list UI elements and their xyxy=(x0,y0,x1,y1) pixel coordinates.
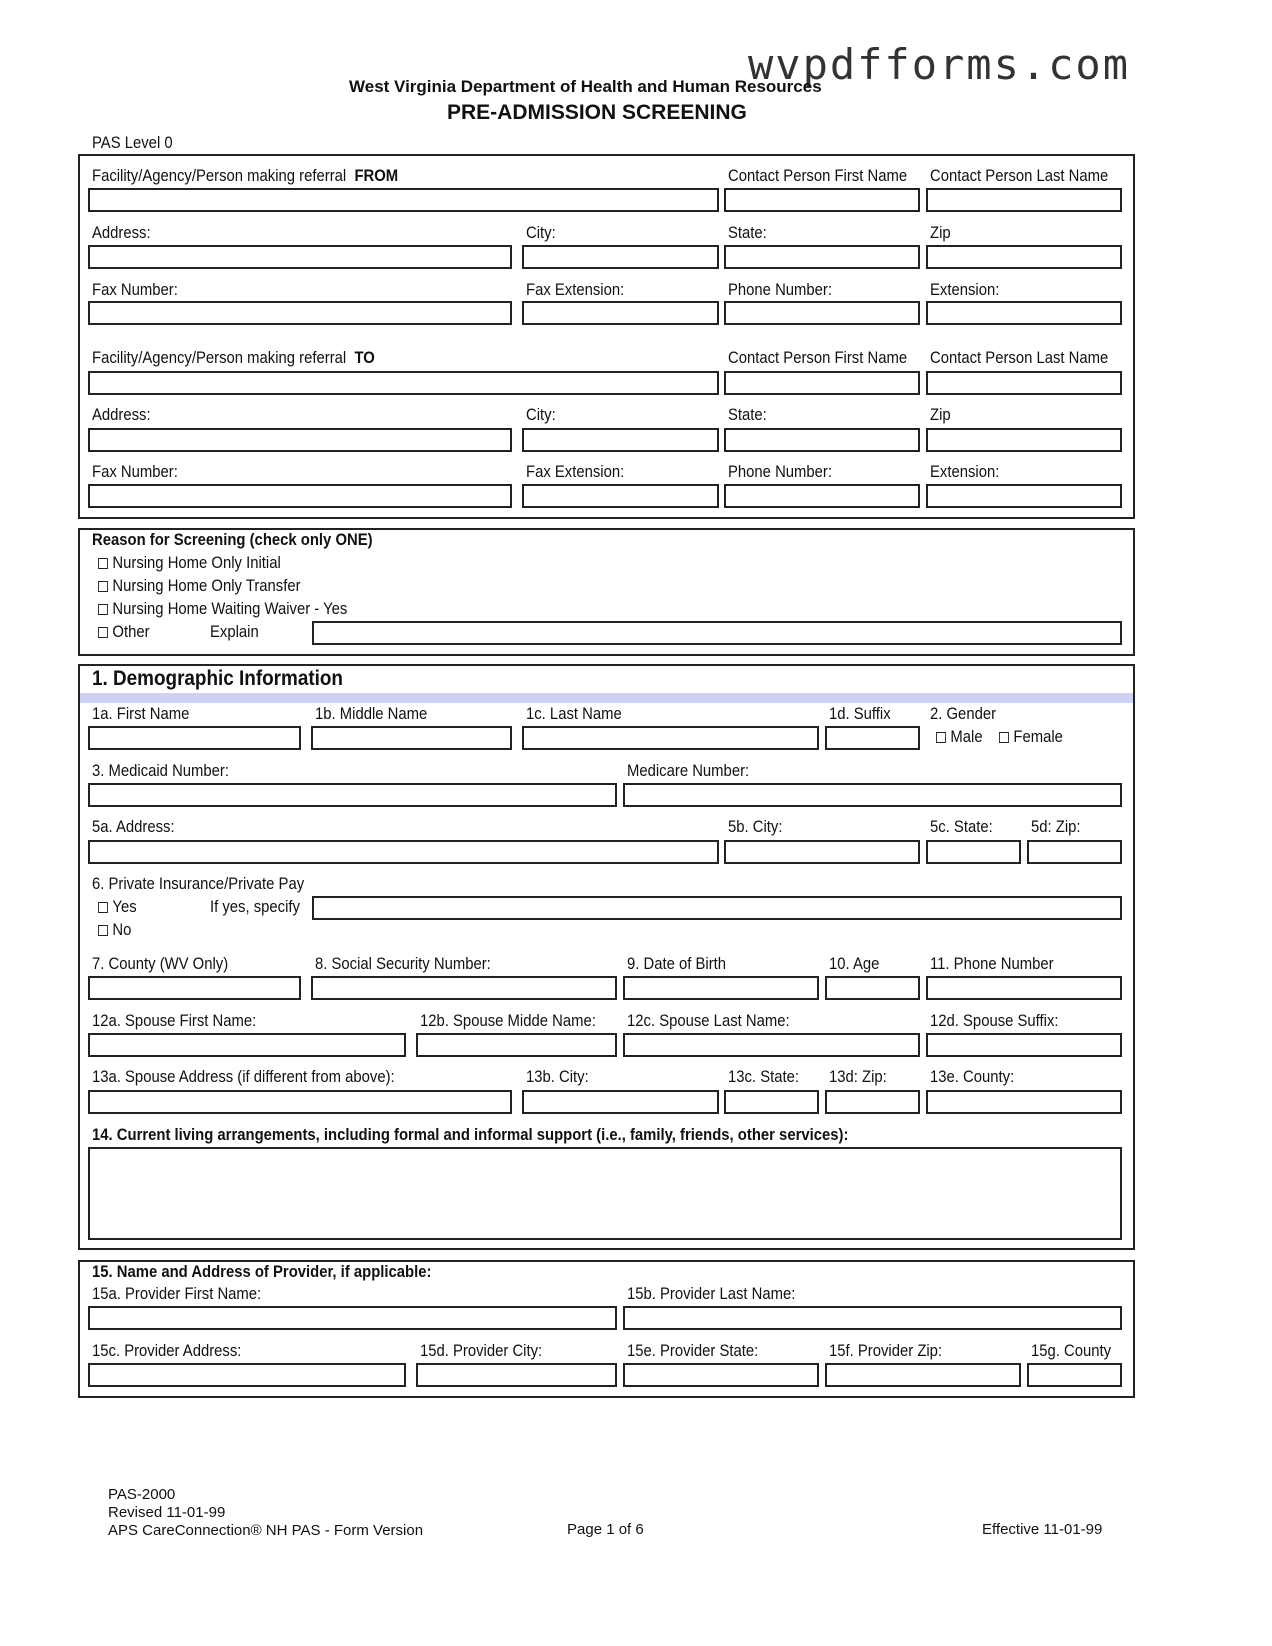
from-zip-label: Zip xyxy=(930,224,951,242)
middle-name-label: 1b. Middle Name xyxy=(315,705,428,723)
suffix-field[interactable] xyxy=(825,726,920,750)
reason-heading: Reason for Screening (check only ONE) xyxy=(92,531,373,549)
dob-field[interactable] xyxy=(623,976,819,1000)
from-contact-first-label: Contact Person First Name xyxy=(728,167,908,185)
to-phone-label: Phone Number: xyxy=(728,463,833,481)
from-ext-label: Extension: xyxy=(930,281,1000,299)
to-contact-last-field[interactable] xyxy=(926,371,1122,395)
referral-to-label: Facility/Agency/Person making referral TO xyxy=(92,349,375,367)
medicaid-label: 3. Medicaid Number: xyxy=(92,762,230,780)
from-fax-label: Fax Number: xyxy=(92,281,178,299)
age-field[interactable] xyxy=(825,976,920,1000)
checkbox-icon[interactable] xyxy=(98,581,108,592)
from-ext-field[interactable] xyxy=(926,301,1122,325)
checkbox-icon[interactable] xyxy=(98,902,108,913)
to-ext-label: Extension: xyxy=(930,463,1000,481)
provider-state-label: 15e. Provider State: xyxy=(627,1342,759,1360)
footer-effective: Effective 11-01-99 xyxy=(982,1521,1103,1538)
reason-option-initial[interactable]: Nursing Home Only Initial xyxy=(98,554,281,573)
reason-option-other[interactable]: Other xyxy=(98,623,150,642)
provider-county-label: 15g. County xyxy=(1031,1342,1112,1360)
spouse-address-label: 13a. Spouse Address (if different from above): xyxy=(92,1068,395,1086)
medicaid-field[interactable] xyxy=(88,783,617,807)
explain-label: Explain xyxy=(210,623,259,641)
spouse-suffix-label: 12d. Spouse Suffix: xyxy=(930,1012,1059,1030)
footer-page-number: Page 1 of 6 xyxy=(567,1521,644,1538)
provider-county-field[interactable] xyxy=(1027,1363,1122,1387)
middle-name-field[interactable] xyxy=(311,726,512,750)
medicare-label: Medicare Number: xyxy=(627,762,750,780)
to-facility-field[interactable] xyxy=(88,371,719,395)
suffix-label: 1d. Suffix xyxy=(829,705,891,723)
to-fax-field[interactable] xyxy=(88,484,512,508)
reason-option-waiver[interactable]: Nursing Home Waiting Waiver - Yes xyxy=(98,600,347,619)
first-name-label: 1a. First Name xyxy=(92,705,190,723)
ssn-label: 8. Social Security Number: xyxy=(315,955,491,973)
last-name-label: 1c. Last Name xyxy=(526,705,622,723)
from-city-field[interactable] xyxy=(522,245,719,269)
from-facility-field[interactable] xyxy=(88,188,719,212)
to-contact-first-label: Contact Person First Name xyxy=(728,349,908,367)
medicare-field[interactable] xyxy=(623,783,1122,807)
reason-option-transfer[interactable]: Nursing Home Only Transfer xyxy=(98,577,301,596)
footer-version: APS CareConnection® NH PAS - Form Version xyxy=(108,1522,424,1539)
spouse-address-field[interactable] xyxy=(88,1090,512,1114)
watermark: wvpdfforms.com xyxy=(748,40,1131,89)
to-zip-label: Zip xyxy=(930,406,951,424)
phone-field[interactable] xyxy=(926,976,1122,1000)
to-state-field[interactable] xyxy=(724,428,920,452)
to-fax-ext-field[interactable] xyxy=(522,484,719,508)
from-fax-ext-field[interactable] xyxy=(522,301,719,325)
county-field[interactable] xyxy=(88,976,301,1000)
checkbox-icon[interactable] xyxy=(98,558,108,569)
from-contact-first-field[interactable] xyxy=(724,188,920,212)
provider-first-field[interactable] xyxy=(88,1306,617,1330)
from-phone-label: Phone Number: xyxy=(728,281,833,299)
to-contact-first-field[interactable] xyxy=(724,371,920,395)
pas-level: PAS Level 0 xyxy=(92,134,173,152)
department-name: West Virginia Department of Health and Human Resources xyxy=(349,77,822,96)
spouse-county-field[interactable] xyxy=(926,1090,1122,1114)
to-contact-last-label: Contact Person Last Name xyxy=(930,349,1109,367)
checkbox-icon[interactable] xyxy=(999,732,1009,743)
page-title: PRE-ADMISSION SCREENING xyxy=(447,101,747,124)
city-label: 5b. City: xyxy=(728,818,783,836)
from-state-label: State: xyxy=(728,224,767,242)
checkbox-icon[interactable] xyxy=(936,732,946,743)
last-name-field[interactable] xyxy=(522,726,819,750)
from-contact-last-field[interactable] xyxy=(926,188,1122,212)
address-label: 5a. Address: xyxy=(92,818,175,836)
provider-last-label: 15b. Provider Last Name: xyxy=(627,1285,796,1303)
footer-revised: Revised 11-01-99 xyxy=(108,1504,226,1521)
spouse-zip-field[interactable] xyxy=(825,1090,920,1114)
zip-field[interactable] xyxy=(1027,840,1122,864)
spouse-last-label: 12c. Spouse Last Name: xyxy=(627,1012,790,1030)
gender-female-option[interactable]: Female xyxy=(999,728,1063,747)
provider-heading: 15. Name and Address of Provider, if applicable: xyxy=(92,1263,432,1281)
provider-address-label: 15c. Provider Address: xyxy=(92,1342,242,1360)
from-zip-field[interactable] xyxy=(926,245,1122,269)
city-field[interactable] xyxy=(724,840,920,864)
explain-field[interactable] xyxy=(312,621,1122,645)
county-label: 7. County (WV Only) xyxy=(92,955,229,973)
from-city-label: City: xyxy=(526,224,556,242)
spouse-suffix-field[interactable] xyxy=(926,1033,1122,1057)
spouse-state-field[interactable] xyxy=(724,1090,819,1114)
insurance-specify-field[interactable] xyxy=(312,896,1122,920)
spouse-state-label: 13c. State: xyxy=(728,1068,800,1086)
from-fax-field[interactable] xyxy=(88,301,512,325)
to-address-field[interactable] xyxy=(88,428,512,452)
provider-address-field[interactable] xyxy=(88,1363,406,1387)
provider-city-field[interactable] xyxy=(416,1363,617,1387)
from-address-label: Address: xyxy=(92,224,151,242)
to-fax-ext-label: Fax Extension: xyxy=(526,463,625,481)
footer-form-id: PAS-2000 xyxy=(108,1486,176,1503)
from-fax-ext-label: Fax Extension: xyxy=(526,281,625,299)
to-state-label: State: xyxy=(728,406,767,424)
provider-first-label: 15a. Provider First Name: xyxy=(92,1285,262,1303)
demographic-heading: 1. Demographic Information xyxy=(92,667,343,690)
living-arrangements-label: 14. Current living arrangements, including formal and informal support (i.e., family, friends, other services): xyxy=(92,1126,849,1144)
if-yes-label: If yes, specify xyxy=(210,898,300,916)
to-phone-field[interactable] xyxy=(724,484,920,508)
spouse-zip-label: 13d: Zip: xyxy=(829,1068,887,1086)
spouse-city-field[interactable] xyxy=(522,1090,719,1114)
spouse-middle-label: 12b. Spouse Midde Name: xyxy=(420,1012,596,1030)
insurance-label: 6. Private Insurance/Private Pay xyxy=(92,875,305,893)
to-ext-field[interactable] xyxy=(926,484,1122,508)
checkbox-icon[interactable] xyxy=(98,627,108,638)
age-label: 10. Age xyxy=(829,955,880,973)
insurance-yes-option[interactable]: Yes xyxy=(98,898,137,917)
provider-zip-label: 15f. Provider Zip: xyxy=(829,1342,943,1360)
zip-label: 5d: Zip: xyxy=(1031,818,1081,836)
spouse-county-label: 13e. County: xyxy=(930,1068,1015,1086)
section-band xyxy=(80,693,1133,703)
ssn-field[interactable] xyxy=(311,976,617,1000)
to-city-field[interactable] xyxy=(522,428,719,452)
checkbox-icon[interactable] xyxy=(98,925,108,936)
spouse-first-field[interactable] xyxy=(88,1033,406,1057)
gender-label: 2. Gender xyxy=(930,705,997,723)
provider-zip-field[interactable] xyxy=(825,1363,1021,1387)
spouse-middle-field[interactable] xyxy=(416,1033,617,1057)
gender-male-option[interactable]: Male xyxy=(936,728,983,747)
phone-label: 11. Phone Number xyxy=(930,955,1054,973)
spouse-city-label: 13b. City: xyxy=(526,1068,589,1086)
insurance-no-option[interactable]: No xyxy=(98,921,131,940)
first-name-field[interactable] xyxy=(88,726,301,750)
to-city-label: City: xyxy=(526,406,556,424)
living-arrangements-field[interactable] xyxy=(88,1147,1122,1240)
spouse-first-label: 12a. Spouse First Name: xyxy=(92,1012,257,1030)
to-zip-field[interactable] xyxy=(926,428,1122,452)
state-field[interactable] xyxy=(926,840,1021,864)
spouse-last-field[interactable] xyxy=(623,1033,920,1057)
to-fax-label: Fax Number: xyxy=(92,463,178,481)
dob-label: 9. Date of Birth xyxy=(627,955,727,973)
provider-state-field[interactable] xyxy=(623,1363,819,1387)
from-contact-last-label: Contact Person Last Name xyxy=(930,167,1109,185)
address-field[interactable] xyxy=(88,840,719,864)
state-label: 5c. State: xyxy=(930,818,993,836)
to-address-label: Address: xyxy=(92,406,151,424)
referral-from-label: Facility/Agency/Person making referral FROM xyxy=(92,167,399,185)
provider-last-field[interactable] xyxy=(623,1306,1122,1330)
from-state-field[interactable] xyxy=(724,245,920,269)
provider-city-label: 15d. Provider City: xyxy=(420,1342,543,1360)
from-address-field[interactable] xyxy=(88,245,512,269)
from-phone-field[interactable] xyxy=(724,301,920,325)
checkbox-icon[interactable] xyxy=(98,604,108,615)
